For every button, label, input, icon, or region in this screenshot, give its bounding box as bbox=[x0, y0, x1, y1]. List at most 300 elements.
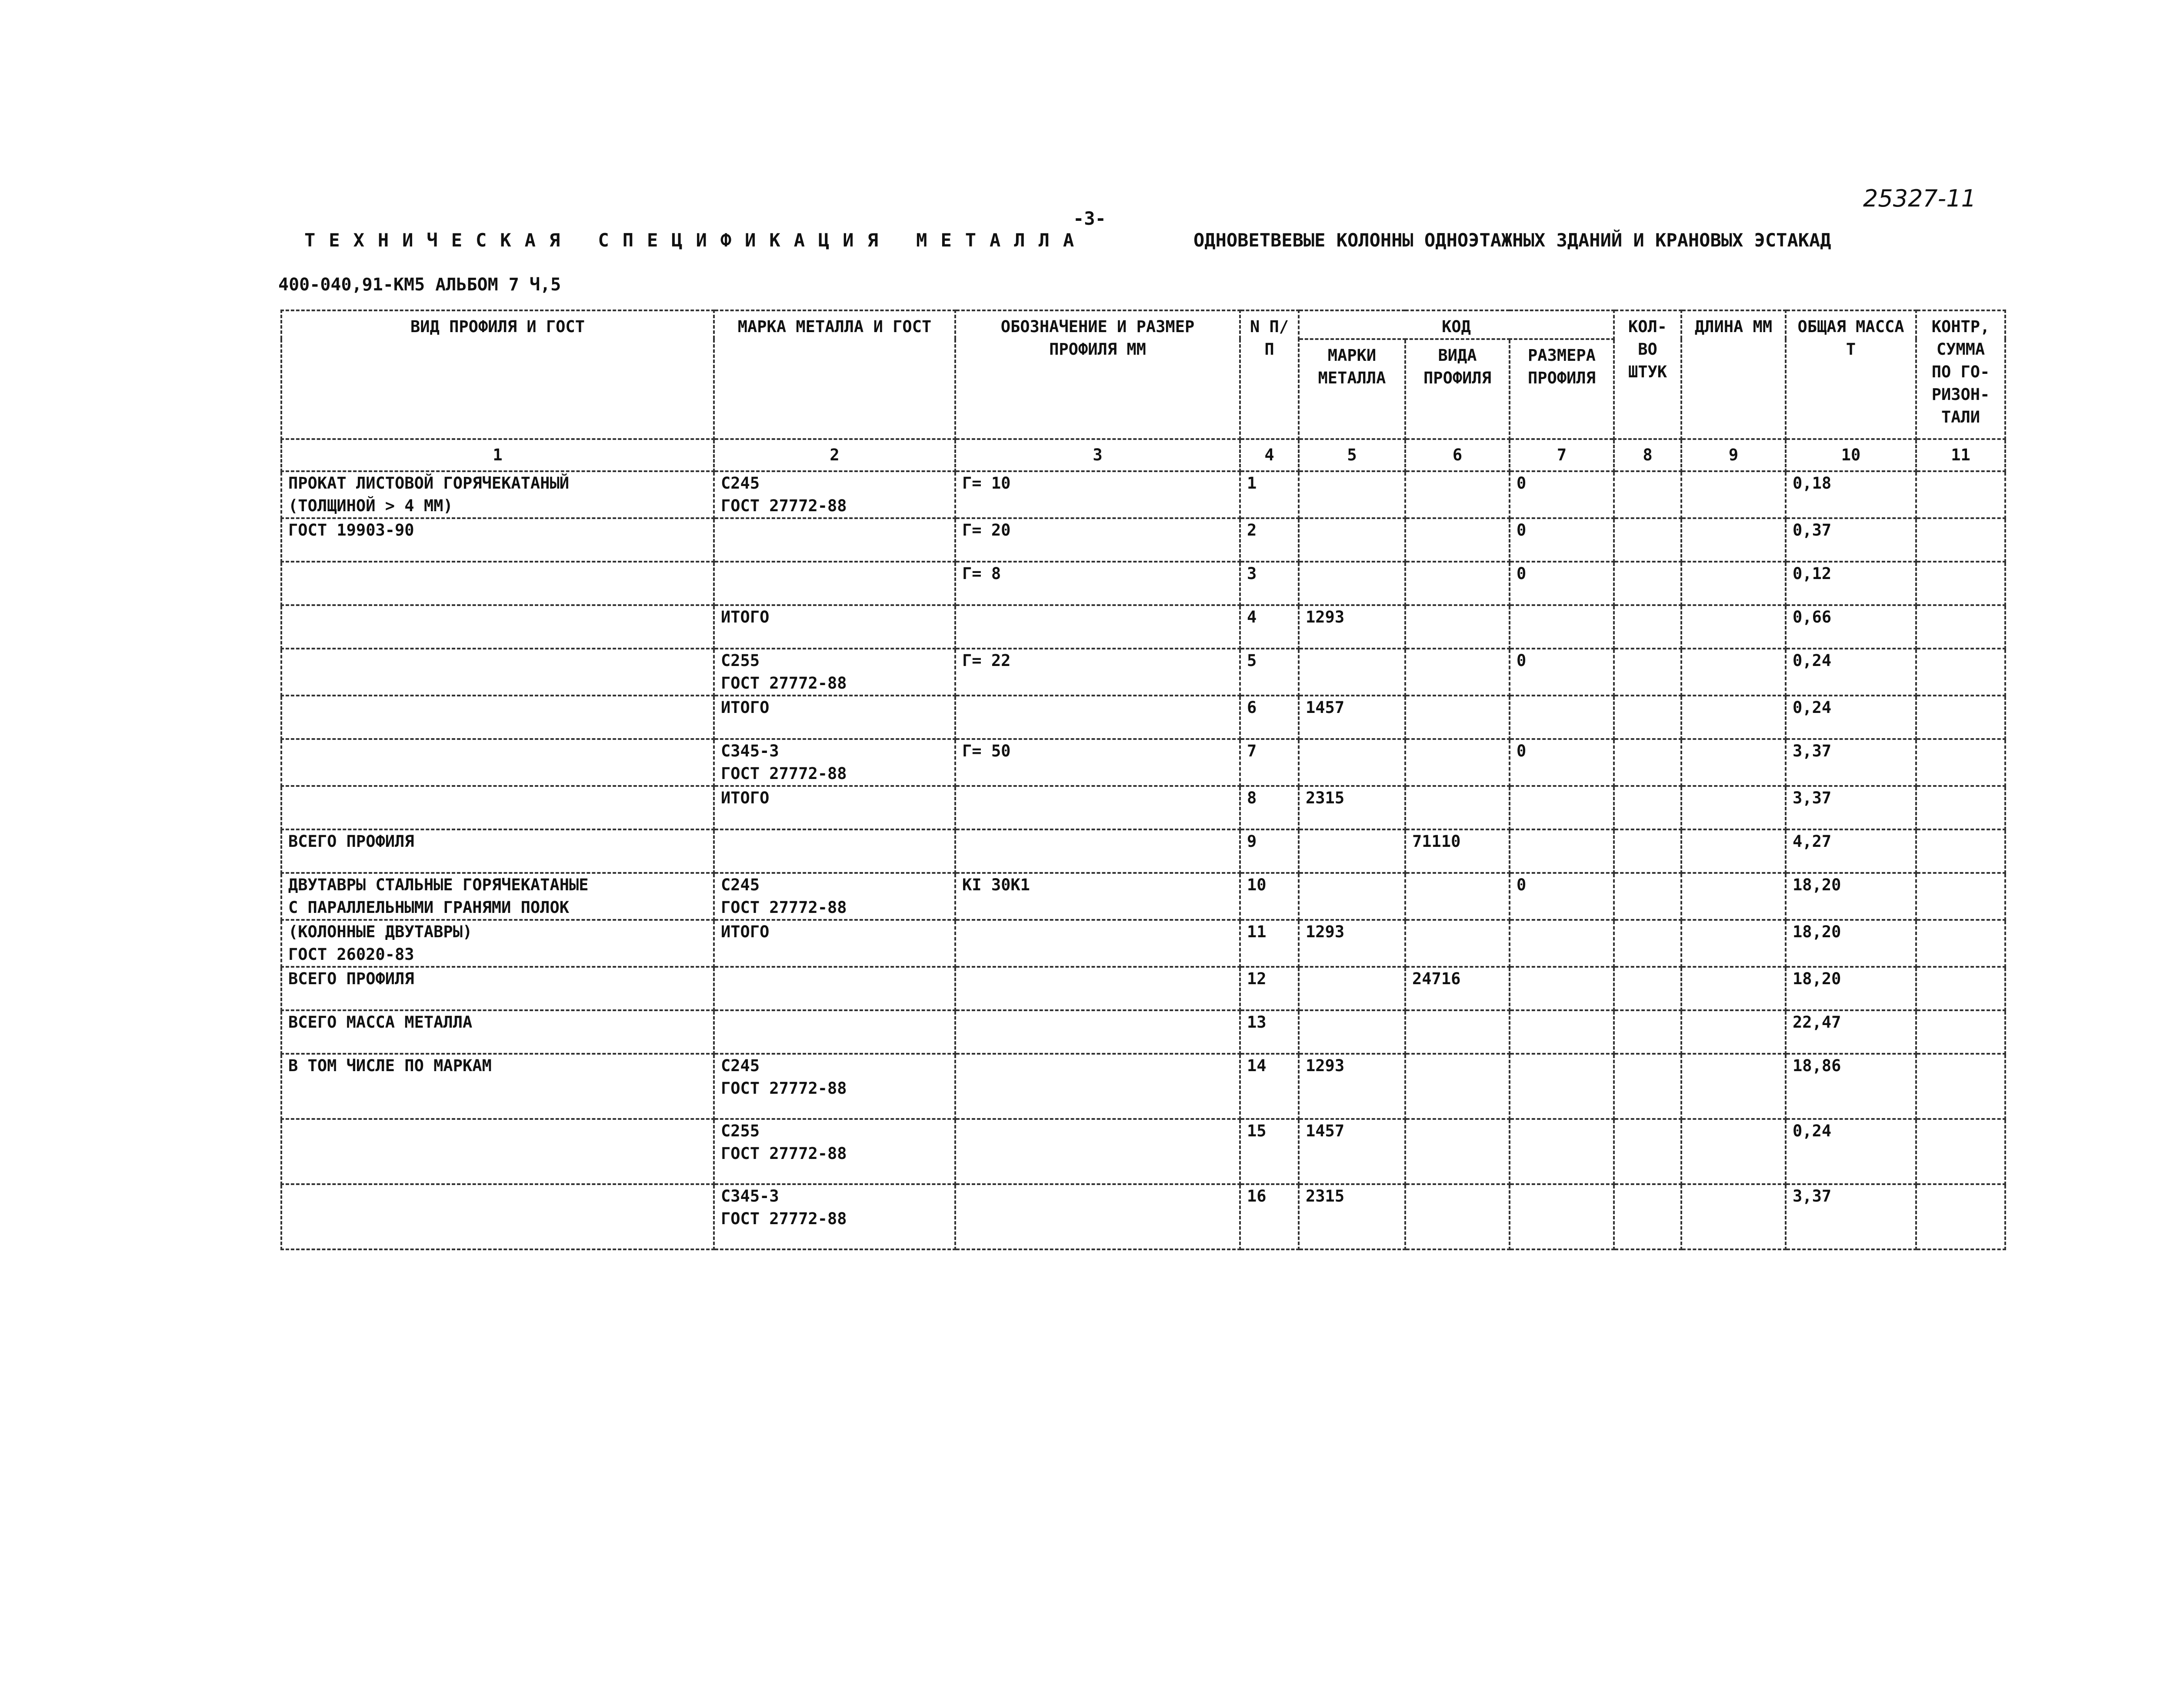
grade-text: ГОСТ 27772-88 bbox=[721, 764, 847, 783]
code-grade-cell bbox=[1299, 967, 1405, 1010]
profile-text: ВСЕГО МАССА МЕТАЛЛА bbox=[288, 1013, 473, 1032]
size-cell bbox=[955, 518, 1240, 562]
row-number-text: 9 bbox=[1247, 832, 1257, 851]
spec-table bbox=[280, 310, 2006, 1250]
size-cell bbox=[955, 696, 1240, 739]
row-number-cell bbox=[1240, 739, 1299, 786]
document-code: 400-040,91-КМ5 АЛЬБОМ 7 Ч,5 bbox=[278, 275, 561, 295]
size-cell bbox=[955, 829, 1240, 873]
code-type-cell bbox=[1405, 649, 1510, 696]
size-cell bbox=[955, 562, 1240, 605]
column-number: 5 bbox=[1299, 439, 1405, 471]
grade-cell bbox=[714, 739, 955, 786]
mass-cell bbox=[1786, 1184, 1916, 1249]
col-header-code: КОД bbox=[1299, 310, 1614, 339]
column-number: 9 bbox=[1681, 439, 1786, 471]
checksum-cell bbox=[1916, 605, 2005, 649]
profile-cell bbox=[281, 471, 714, 518]
code-grade-cell bbox=[1299, 786, 1405, 829]
row-number-cell bbox=[1240, 873, 1299, 920]
code-grade-text: 1457 bbox=[1306, 698, 1345, 717]
row-number-cell bbox=[1240, 649, 1299, 696]
mass-cell bbox=[1786, 920, 1916, 967]
document-stamp: 25327-11 bbox=[1863, 185, 1976, 212]
grade-cell bbox=[714, 649, 955, 696]
profile-cell bbox=[281, 696, 714, 739]
quantity-cell bbox=[1614, 873, 1681, 920]
code-grade-cell bbox=[1299, 518, 1405, 562]
column-number: 4 bbox=[1240, 439, 1299, 471]
row-number-text: 2 bbox=[1247, 521, 1257, 539]
profile-cell bbox=[281, 518, 714, 562]
col-header-number: N П/П bbox=[1240, 310, 1299, 439]
code-type-text: 24716 bbox=[1412, 969, 1461, 988]
profile-text: ПРОКАТ ЛИСТОВОЙ ГОРЯЧЕКАТАНЫЙ bbox=[288, 474, 570, 493]
col-header-code-grade: МАРКИ МЕТАЛЛА bbox=[1299, 339, 1405, 439]
column-number: 6 bbox=[1405, 439, 1510, 471]
code-grade-cell bbox=[1299, 562, 1405, 605]
code-grade-text: 1457 bbox=[1306, 1122, 1345, 1140]
grade-text: С345-3 bbox=[721, 1187, 779, 1205]
col-header-size: ОБОЗНАЧЕНИЕ И РАЗМЕР ПРОФИЛЯ ММ bbox=[955, 310, 1240, 439]
code-grade-cell bbox=[1299, 649, 1405, 696]
col-header-profile: ВИД ПРОФИЛЯ И ГОСТ bbox=[281, 310, 714, 439]
col-header-mass: ОБЩАЯ МАССА Т bbox=[1786, 310, 1916, 439]
code-size-cell bbox=[1510, 562, 1614, 605]
row-number-text: 6 bbox=[1247, 698, 1257, 717]
length-cell bbox=[1681, 471, 1786, 518]
row-number-cell bbox=[1240, 786, 1299, 829]
size-cell bbox=[955, 605, 1240, 649]
length-cell bbox=[1681, 967, 1786, 1010]
profile-cell bbox=[281, 829, 714, 873]
row-number-cell bbox=[1240, 967, 1299, 1010]
mass-cell bbox=[1786, 967, 1916, 1010]
checksum-cell bbox=[1916, 518, 2005, 562]
profile-cell bbox=[281, 786, 714, 829]
size-text: КI 30К1 bbox=[962, 876, 1030, 894]
code-size-text: 0 bbox=[1517, 474, 1527, 493]
row-number-text: 16 bbox=[1247, 1187, 1267, 1205]
mass-text: 0,66 bbox=[1793, 608, 1832, 626]
size-cell bbox=[955, 1184, 1240, 1249]
profile-cell bbox=[281, 739, 714, 786]
grade-cell bbox=[714, 1119, 955, 1184]
size-cell bbox=[955, 649, 1240, 696]
profile-text: (ТОЛЩИНОЙ > 4 ММ) bbox=[288, 496, 453, 515]
row-number-text: 13 bbox=[1247, 1013, 1267, 1032]
grade-text: ГОСТ 27772-88 bbox=[721, 1079, 847, 1098]
row-number-cell bbox=[1240, 696, 1299, 739]
profile-cell bbox=[281, 873, 714, 920]
code-grade-cell bbox=[1299, 829, 1405, 873]
mass-text: 18,86 bbox=[1793, 1056, 1841, 1075]
grade-cell bbox=[714, 696, 955, 739]
code-grade-text: 1293 bbox=[1306, 608, 1345, 626]
length-cell bbox=[1681, 562, 1786, 605]
profile-cell bbox=[281, 1054, 714, 1119]
mass-text: 0,18 bbox=[1793, 474, 1832, 493]
profile-cell bbox=[281, 1184, 714, 1249]
code-size-cell bbox=[1510, 471, 1614, 518]
profile-cell bbox=[281, 562, 714, 605]
grade-text: ГОСТ 27772-88 bbox=[721, 898, 847, 917]
grade-cell bbox=[714, 829, 955, 873]
code-size-cell bbox=[1510, 605, 1614, 649]
mass-text: 3,37 bbox=[1793, 789, 1832, 807]
code-type-cell bbox=[1405, 786, 1510, 829]
checksum-cell bbox=[1916, 562, 2005, 605]
code-type-cell bbox=[1405, 967, 1510, 1010]
size-cell bbox=[955, 1119, 1240, 1184]
mass-text: 18,20 bbox=[1793, 969, 1841, 988]
code-type-cell bbox=[1405, 873, 1510, 920]
row-number-cell bbox=[1240, 829, 1299, 873]
code-size-cell bbox=[1510, 696, 1614, 739]
col-header-code-type: ВИДА ПРОФИЛЯ bbox=[1405, 339, 1510, 439]
code-grade-cell bbox=[1299, 1010, 1405, 1054]
quantity-cell bbox=[1614, 471, 1681, 518]
table-row bbox=[281, 471, 2005, 518]
code-grade-text: 1293 bbox=[1306, 922, 1345, 941]
table-row bbox=[281, 696, 2005, 739]
quantity-cell bbox=[1614, 518, 1681, 562]
col-header-code-size: РАЗМЕРА ПРОФИЛЯ bbox=[1510, 339, 1614, 439]
row-number-cell bbox=[1240, 1184, 1299, 1249]
mass-text: 0,24 bbox=[1793, 651, 1832, 670]
size-cell bbox=[955, 873, 1240, 920]
code-size-text: 0 bbox=[1517, 521, 1527, 539]
grade-cell bbox=[714, 873, 955, 920]
length-cell bbox=[1681, 649, 1786, 696]
code-grade-cell bbox=[1299, 920, 1405, 967]
length-cell bbox=[1681, 920, 1786, 967]
column-number: 8 bbox=[1614, 439, 1681, 471]
length-cell bbox=[1681, 829, 1786, 873]
code-type-cell bbox=[1405, 1054, 1510, 1119]
code-size-cell bbox=[1510, 873, 1614, 920]
table-row bbox=[281, 1184, 2005, 1249]
mass-cell bbox=[1786, 1010, 1916, 1054]
size-cell bbox=[955, 967, 1240, 1010]
grade-text: ГОСТ 27772-88 bbox=[721, 674, 847, 693]
column-number: 3 bbox=[955, 439, 1240, 471]
profile-text: С ПАРАЛЛЕЛЬНЫМИ ГРАНЯМИ ПОЛОК bbox=[288, 898, 570, 917]
length-cell bbox=[1681, 1054, 1786, 1119]
checksum-cell bbox=[1916, 1119, 2005, 1184]
column-number: 1 bbox=[281, 439, 714, 471]
code-grade-cell bbox=[1299, 605, 1405, 649]
profile-text: В ТОМ ЧИСЛЕ ПО МАРКАМ bbox=[288, 1056, 492, 1075]
size-cell bbox=[955, 1010, 1240, 1054]
size-cell bbox=[955, 786, 1240, 829]
mass-cell bbox=[1786, 1119, 1916, 1184]
profile-text: ВСЕГО ПРОФИЛЯ bbox=[288, 969, 414, 988]
grade-cell bbox=[714, 786, 955, 829]
mass-text: 22,47 bbox=[1793, 1013, 1841, 1032]
code-type-cell bbox=[1405, 696, 1510, 739]
size-text: Г= 10 bbox=[962, 474, 1011, 493]
profile-cell bbox=[281, 605, 714, 649]
grade-text: С255 bbox=[721, 1122, 760, 1140]
row-number-cell bbox=[1240, 562, 1299, 605]
table-row bbox=[281, 829, 2005, 873]
row-number-cell bbox=[1240, 518, 1299, 562]
grade-text: С255 bbox=[721, 651, 760, 670]
code-size-cell bbox=[1510, 649, 1614, 696]
code-size-cell bbox=[1510, 920, 1614, 967]
code-grade-cell bbox=[1299, 1054, 1405, 1119]
col-header-grade: МАРКА МЕТАЛЛА И ГОСТ bbox=[714, 310, 955, 439]
quantity-cell bbox=[1614, 605, 1681, 649]
code-size-cell bbox=[1510, 518, 1614, 562]
code-type-cell bbox=[1405, 1010, 1510, 1054]
column-number: 11 bbox=[1916, 439, 2005, 471]
col-header-length: ДЛИНА ММ bbox=[1681, 310, 1786, 439]
checksum-cell bbox=[1916, 786, 2005, 829]
code-type-cell bbox=[1405, 1184, 1510, 1249]
checksum-cell bbox=[1916, 967, 2005, 1010]
grade-text: ГОСТ 27772-88 bbox=[721, 496, 847, 515]
row-number-text: 12 bbox=[1247, 969, 1267, 988]
grade-cell bbox=[714, 562, 955, 605]
profile-text: ВСЕГО ПРОФИЛЯ bbox=[288, 832, 414, 851]
checksum-cell bbox=[1916, 739, 2005, 786]
length-cell bbox=[1681, 786, 1786, 829]
mass-text: 0,24 bbox=[1793, 1122, 1832, 1140]
table-row bbox=[281, 649, 2005, 696]
mass-text: 0,12 bbox=[1793, 564, 1832, 583]
table-row bbox=[281, 739, 2005, 786]
code-size-text: 0 bbox=[1517, 564, 1527, 583]
grade-text: С245 bbox=[721, 876, 760, 894]
row-number-text: 11 bbox=[1247, 922, 1267, 941]
quantity-cell bbox=[1614, 920, 1681, 967]
code-type-cell bbox=[1405, 518, 1510, 562]
size-text: Г= 20 bbox=[962, 521, 1011, 539]
length-cell bbox=[1681, 696, 1786, 739]
checksum-cell bbox=[1916, 649, 2005, 696]
profile-text: (КОЛОННЫЕ ДВУТАВРЫ) bbox=[288, 922, 473, 941]
code-type-cell bbox=[1405, 739, 1510, 786]
length-cell bbox=[1681, 873, 1786, 920]
page-number: -3- bbox=[1073, 208, 1106, 229]
size-cell bbox=[955, 920, 1240, 967]
quantity-cell bbox=[1614, 1184, 1681, 1249]
row-number-text: 10 bbox=[1247, 876, 1267, 894]
mass-cell bbox=[1786, 786, 1916, 829]
checksum-cell bbox=[1916, 920, 2005, 967]
row-number-cell bbox=[1240, 605, 1299, 649]
grade-text: ГОСТ 27772-88 bbox=[721, 1144, 847, 1163]
grade-cell bbox=[714, 1010, 955, 1054]
grade-cell bbox=[714, 518, 955, 562]
table-row bbox=[281, 562, 2005, 605]
code-type-cell bbox=[1405, 920, 1510, 967]
code-size-cell bbox=[1510, 1119, 1614, 1184]
checksum-cell bbox=[1916, 696, 2005, 739]
spec-table-body bbox=[281, 471, 2005, 1249]
row-number-text: 15 bbox=[1247, 1122, 1267, 1140]
quantity-cell bbox=[1614, 1119, 1681, 1184]
code-grade-cell bbox=[1299, 1184, 1405, 1249]
table-row bbox=[281, 920, 2005, 967]
col-header-quantity: КОЛ-ВО ШТУК bbox=[1614, 310, 1681, 439]
column-number: 7 bbox=[1510, 439, 1614, 471]
code-grade-cell bbox=[1299, 1119, 1405, 1184]
col-header-checksum: КОНТР, СУММА ПО ГО- РИЗОН- ТАЛИ bbox=[1916, 310, 2005, 439]
size-cell bbox=[955, 739, 1240, 786]
grade-cell bbox=[714, 1184, 955, 1249]
column-number: 10 bbox=[1786, 439, 1916, 471]
code-size-text: 0 bbox=[1517, 742, 1527, 760]
row-number-text: 4 bbox=[1247, 608, 1257, 626]
size-cell bbox=[955, 471, 1240, 518]
size-text: Г= 50 bbox=[962, 742, 1011, 760]
profile-cell bbox=[281, 920, 714, 967]
length-cell bbox=[1681, 739, 1786, 786]
code-size-text: 0 bbox=[1517, 651, 1527, 670]
mass-cell bbox=[1786, 518, 1916, 562]
grade-text: ИТОГО bbox=[721, 922, 770, 941]
grade-cell bbox=[714, 920, 955, 967]
size-text: Г= 8 bbox=[962, 564, 1001, 583]
mass-cell bbox=[1786, 649, 1916, 696]
grade-text: ИТОГО bbox=[721, 608, 770, 626]
row-number-cell bbox=[1240, 1119, 1299, 1184]
table-row bbox=[281, 786, 2005, 829]
quantity-cell bbox=[1614, 562, 1681, 605]
code-grade-cell bbox=[1299, 471, 1405, 518]
grade-cell bbox=[714, 967, 955, 1010]
row-number-text: 8 bbox=[1247, 789, 1257, 807]
row-number-text: 7 bbox=[1247, 742, 1257, 760]
quantity-cell bbox=[1614, 1054, 1681, 1119]
mass-text: 18,20 bbox=[1793, 876, 1841, 894]
length-cell bbox=[1681, 1010, 1786, 1054]
profile-cell bbox=[281, 1119, 714, 1184]
quantity-cell bbox=[1614, 696, 1681, 739]
code-grade-cell bbox=[1299, 873, 1405, 920]
code-size-cell bbox=[1510, 786, 1614, 829]
mass-cell bbox=[1786, 562, 1916, 605]
code-grade-text: 2315 bbox=[1306, 1187, 1345, 1205]
table-row bbox=[281, 1119, 2005, 1184]
checksum-cell bbox=[1916, 829, 2005, 873]
mass-text: 4,27 bbox=[1793, 832, 1832, 851]
length-cell bbox=[1681, 605, 1786, 649]
mass-cell bbox=[1786, 471, 1916, 518]
code-size-cell bbox=[1510, 967, 1614, 1010]
grade-cell bbox=[714, 471, 955, 518]
mass-cell bbox=[1786, 829, 1916, 873]
size-text: Г= 22 bbox=[962, 651, 1011, 670]
spec-title: ТЕХНИЧЕСКАЯ СПЕЦИФИКАЦИЯ МЕТАЛЛА bbox=[304, 230, 1088, 251]
grade-text: С345-3 bbox=[721, 742, 779, 760]
code-size-cell bbox=[1510, 1054, 1614, 1119]
grade-text: ГОСТ 27772-88 bbox=[721, 1209, 847, 1228]
row-number-text: 5 bbox=[1247, 651, 1257, 670]
row-number-cell bbox=[1240, 1054, 1299, 1119]
code-type-cell bbox=[1405, 1119, 1510, 1184]
column-number: 2 bbox=[714, 439, 955, 471]
mass-text: 18,20 bbox=[1793, 922, 1841, 941]
code-type-cell bbox=[1405, 829, 1510, 873]
code-size-cell bbox=[1510, 1184, 1614, 1249]
grade-cell bbox=[714, 605, 955, 649]
row-number-cell bbox=[1240, 1010, 1299, 1054]
grade-text: С245 bbox=[721, 474, 760, 493]
grade-text: ИТОГО bbox=[721, 789, 770, 807]
quantity-cell bbox=[1614, 967, 1681, 1010]
length-cell bbox=[1681, 1184, 1786, 1249]
quantity-cell bbox=[1614, 786, 1681, 829]
table-row bbox=[281, 967, 2005, 1010]
document-subtitle: ОДНОВЕТВЕВЫЕ КОЛОННЫ ОДНОЭТАЖНЫХ ЗДАНИЙ И КРАНОВЫХ ЭСТАКАД bbox=[1193, 230, 1831, 251]
row-number-text: 14 bbox=[1247, 1056, 1267, 1075]
row-number-cell bbox=[1240, 471, 1299, 518]
profile-cell bbox=[281, 967, 714, 1010]
profile-text: ДВУТАВРЫ СТАЛЬНЫЕ ГОРЯЧЕКАТАНЫЕ bbox=[288, 876, 589, 894]
mass-cell bbox=[1786, 1054, 1916, 1119]
grade-cell bbox=[714, 1054, 955, 1119]
code-size-text: 0 bbox=[1517, 876, 1527, 894]
code-type-cell bbox=[1405, 605, 1510, 649]
code-type-text: 71110 bbox=[1412, 832, 1461, 851]
checksum-cell bbox=[1916, 1054, 2005, 1119]
profile-text: ГОСТ 26020-83 bbox=[288, 945, 414, 964]
table-row bbox=[281, 1010, 2005, 1054]
mass-text: 3,37 bbox=[1793, 1187, 1832, 1205]
code-size-cell bbox=[1510, 739, 1614, 786]
length-cell bbox=[1681, 518, 1786, 562]
row-number-cell bbox=[1240, 920, 1299, 967]
mass-text: 0,37 bbox=[1793, 521, 1832, 539]
quantity-cell bbox=[1614, 829, 1681, 873]
mass-cell bbox=[1786, 739, 1916, 786]
mass-text: 0,24 bbox=[1793, 698, 1832, 717]
mass-cell bbox=[1786, 605, 1916, 649]
table-row bbox=[281, 518, 2005, 562]
code-grade-text: 1293 bbox=[1306, 1056, 1345, 1075]
table-row bbox=[281, 1054, 2005, 1119]
column-number-row bbox=[281, 439, 2005, 471]
row-number-text: 1 bbox=[1247, 474, 1257, 493]
checksum-cell bbox=[1916, 471, 2005, 518]
code-type-cell bbox=[1405, 562, 1510, 605]
length-cell bbox=[1681, 1119, 1786, 1184]
checksum-cell bbox=[1916, 1010, 2005, 1054]
code-grade-text: 2315 bbox=[1306, 789, 1345, 807]
profile-text: ГОСТ 19903-90 bbox=[288, 521, 414, 539]
code-grade-cell bbox=[1299, 696, 1405, 739]
table-row bbox=[281, 873, 2005, 920]
quantity-cell bbox=[1614, 649, 1681, 696]
size-cell bbox=[955, 1054, 1240, 1119]
checksum-cell bbox=[1916, 1184, 2005, 1249]
mass-cell bbox=[1786, 696, 1916, 739]
code-size-cell bbox=[1510, 829, 1614, 873]
mass-cell bbox=[1786, 873, 1916, 920]
grade-text: С245 bbox=[721, 1056, 760, 1075]
table-row bbox=[281, 605, 2005, 649]
profile-cell bbox=[281, 1010, 714, 1054]
code-grade-cell bbox=[1299, 739, 1405, 786]
code-type-cell bbox=[1405, 471, 1510, 518]
grade-text: ИТОГО bbox=[721, 698, 770, 717]
checksum-cell bbox=[1916, 873, 2005, 920]
quantity-cell bbox=[1614, 739, 1681, 786]
